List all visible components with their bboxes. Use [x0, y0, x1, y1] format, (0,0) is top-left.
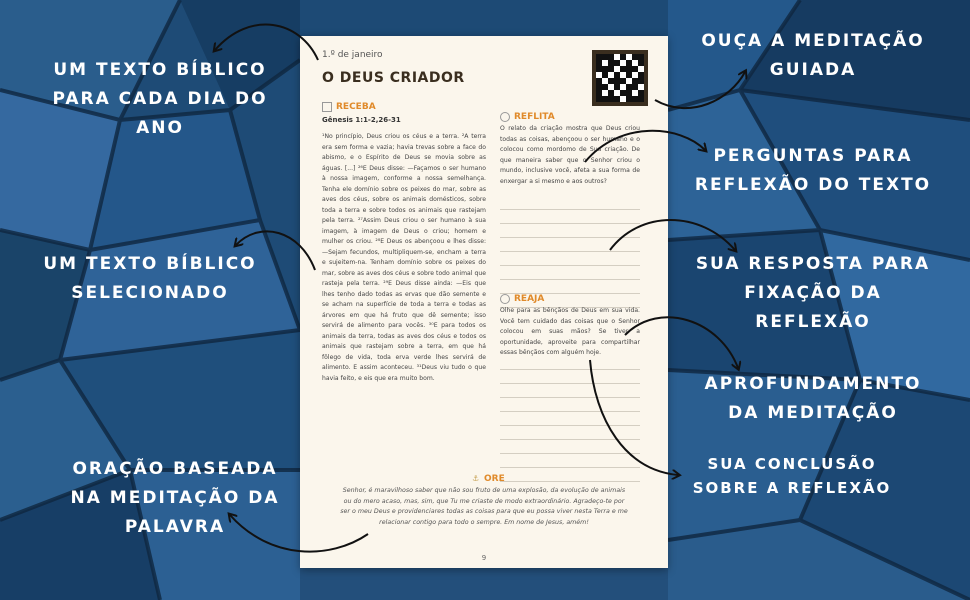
reflita-answer-lines[interactable] [500, 196, 640, 308]
page-title: O DEUS CRIADOR [322, 70, 465, 86]
callout-questions: PERGUNTAS PARA REFLEXÃO DO TEXTO [694, 146, 932, 195]
reaja-answer-lines[interactable] [500, 356, 640, 482]
callout-deepening: APROFUNDAMENTO DA MEDITAÇÃO [704, 374, 922, 423]
reaja-text: Olhe para as bênçãos de Deus em sua vida. Você tem cuidado das coisas que o Senhor colocou em suas mãos? Se tiver a oportunidade, aproveite para compartilhar essas bênçãos com alguém hoje. [500, 307, 640, 356]
devotional-page [300, 36, 668, 568]
scripture-reference: Gênesis 1:1-2,26-31 [322, 116, 401, 124]
callout-daily-text: UM TEXTO BÍBLICO PARA CADA DIA DO ANO [52, 60, 268, 138]
anchor-icon: ⚓ [472, 474, 480, 483]
callout-prayer: ORAÇÃO BASEADA NA MEDITAÇÃO DA PALAVRA [70, 459, 280, 537]
reaja-heading: REAJA [500, 294, 544, 304]
callout-listen: OUÇA A MEDITAÇÃO GUIADA [701, 31, 925, 80]
reflita-heading: REFLITA [500, 112, 555, 122]
callout-conclusion: SUA CONCLUSÃO SOBRE A REFLEXÃO [692, 455, 892, 497]
qr-code [592, 50, 648, 106]
bulb-icon [500, 112, 510, 122]
page-date: 1.º de janeiro [322, 50, 383, 60]
callout-selected-text: UM TEXTO BÍBLICO SELECIONADO [43, 254, 257, 303]
scripture-text: ¹No princípio, Deus criou os céus e a terra. ²A terra era sem forma e vazia; havia trevas sobre a face do abismo, e o Espírito de Deus se movia sobre as águas. [...] ²⁶E Deus disse: —Façamos o ser humano à nossa imagem, conforme a nossa semelhança. Tenha ele domínio sobre os peixes do mar, sobre as aves dos céus, sobre os animais domésticos, sobre toda a terra e sobre todos os animais que rastejam pela terra. ²⁷Assim Deus criou o ser humano à sua imagem, à imagem de Deus o criou; homem e mulher os criou. ²⁸E Deus os abençoou e lhes disse: —Sejam fecundos, multipliquem-se, encham a terra e sujeitem-na. Tenham domínio sobre os peixes do mar, sobre as aves dos céus e sobre todo animal que rasteja pela terra. ²⁹E Deus disse ainda: —Eis que lhes tenho dado todas as ervas que dão semente e se acham na superfície de toda a terra e todas as árvores em que há fruto que dê semente; isso servirá de alimento para vocês. ³⁰E para todos os animais da terra, todas as aves dos céus e todos os animais que rastejam sobre a terra, em que há fôlego de vida, toda erva verde lhes servirá de alimento. E assim aconteceu. ³¹Deus viu tudo o que havia feito, e eis que era muito bom. [322, 133, 486, 382]
book-icon [322, 102, 332, 112]
receba-heading: RECEBA [322, 102, 376, 112]
page-number: 9 [481, 554, 487, 562]
callout-answer: SUA RESPOSTA PARA FIXAÇÃO DA REFLEXÃO [695, 254, 931, 332]
prayer-text: Senhor, é maravilhoso saber que não sou fruto de uma explosão, da evolução de animais ou do mero acaso, mas, sim, que Tu me criaste de modo extraordinário. Agradeço-te por ser o meu Deus e providenciares todas as coisas para que eu possa viver nesta Terra e me relacionar contigo para todo o sempre. Em nome de Jesus, amém! [340, 487, 628, 526]
reflita-text: O relato da criação mostra que Deus criou todas as coisas, abençoou o ser humano e o colocou como mordomo de Sua criação. De que maneira saber que o Senhor criou o mundo, inclusive você, afeta a sua forma de enxergar a si mesmo e aos outros? [500, 125, 640, 185]
circle-icon [500, 294, 510, 304]
ore-heading: ⚓ ORE [472, 474, 505, 484]
